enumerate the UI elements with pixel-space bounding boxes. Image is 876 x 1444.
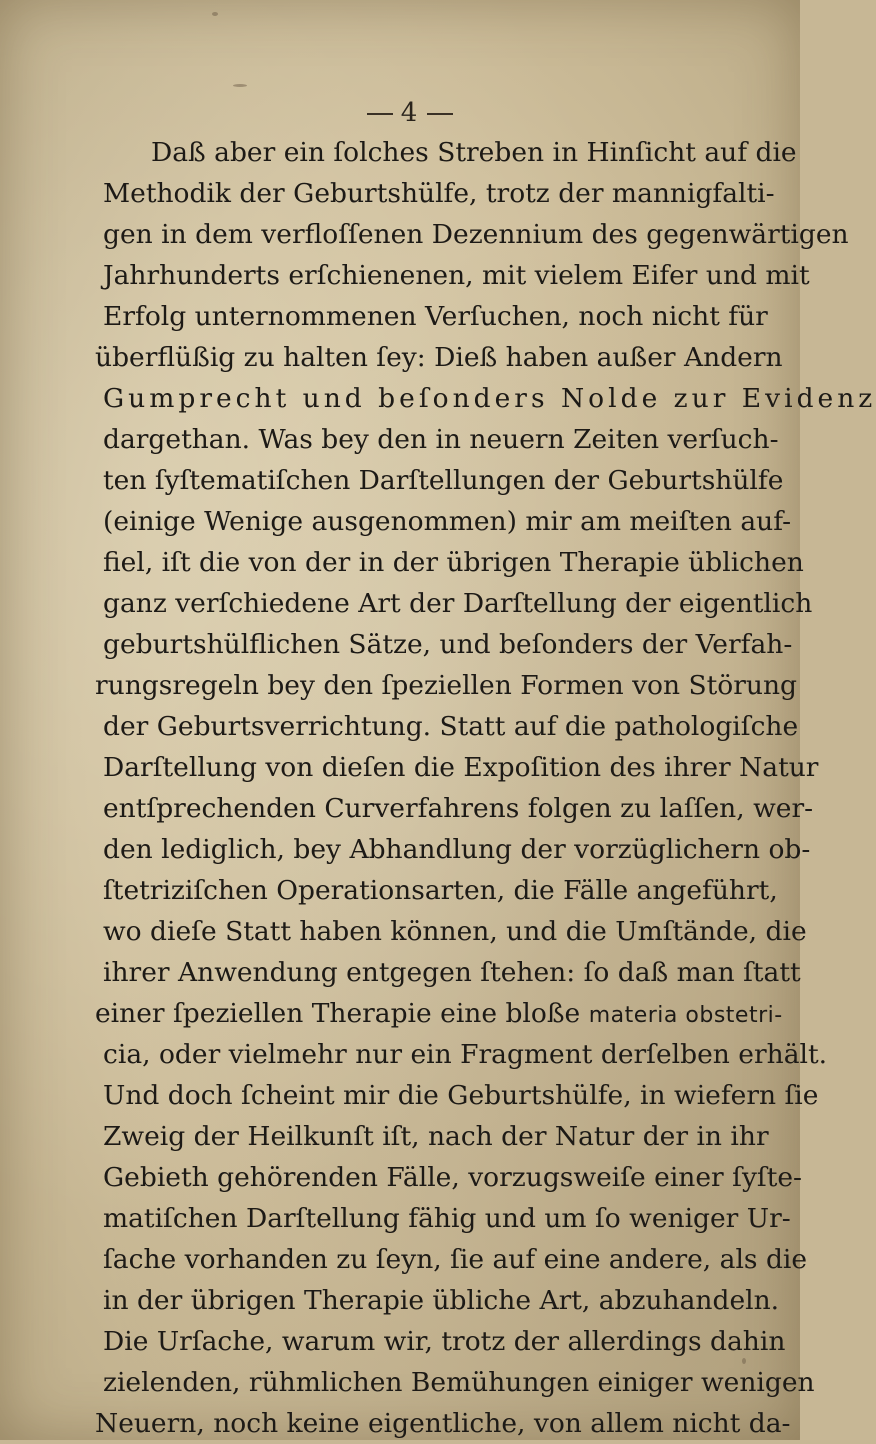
text-line-21: ihrer Anwendung entgegen ſtehen: ſo daß man ſtatt [103, 957, 801, 988]
text-line-16: Darſtellung von dieſen die Expoſition des ihrer Natur [103, 752, 819, 783]
body-text [95, 132, 876, 1444]
text-line-24: Und doch ſcheint mir die Geburtshülfe, in wiefern ſie [103, 1080, 819, 1111]
page-number [330, 98, 490, 128]
page-number-dash-right [427, 113, 453, 115]
text-line-7: Gumprecht und beſonders Nolde zur Evidenz [103, 383, 876, 414]
text-line-4: Jahrhunderts erſchienenen, mit vielem Eifer und mit [103, 260, 810, 291]
text-line-29: in der übrigen Therapie übliche Art, abzuhandeln. [103, 1285, 780, 1316]
text-line-20: wo dieſe Statt haben können, und die Umſtände, die [103, 916, 807, 947]
text-line-23: cia, oder vielmehr nur ein Fragment derſelben erhält. [103, 1039, 828, 1070]
text-line-28: ſache vorhanden zu ſeyn, ſie auf eine andere, als die [103, 1244, 808, 1275]
page-number-dash-left [367, 113, 393, 115]
text-line-1: Daß aber ein ſolches Streben in Hinſicht auf die [151, 137, 797, 168]
text-line-30: Die Urſache, warum wir, trotz der allerdings dahin [103, 1326, 786, 1357]
page-number-value: 4 [400, 98, 420, 128]
text-line-8: dargethan. Was bey den in neuern Zeiten verſuch- [103, 424, 779, 455]
text-line-25: Zweig der Heilkunſt iſt, nach der Natur der in ihr [103, 1121, 769, 1152]
paper-speck [233, 84, 247, 87]
text-line-17: entſprechenden Curverfahrens folgen zu laſſen, wer- [103, 793, 814, 824]
text-line-5: Erfolg unternommenen Verſuchen, noch nicht für [103, 301, 768, 332]
text-line-10: (einige Wenige ausgenommen) mir am meiſten auf- [103, 506, 792, 537]
text-line-18: den lediglich, bey Abhandlung der vorzüglichern ob- [103, 834, 811, 865]
text-line-14: rungsregeln bey den ſpeziellen Formen von Störung [95, 670, 798, 701]
text-line-12: ganz verſchiedene Art der Darſtellung der eigentlich [103, 588, 813, 619]
text-line-27: matiſchen Darſtellung fähig und um ſo weniger Ur- [103, 1203, 791, 1234]
text-line-22-main: einer ſpeziellen Therapie eine bloße [95, 998, 581, 1029]
text-line-22 [95, 993, 783, 1034]
text-line-11: fiel, iſt die von der in der übrigen Therapie üblichen [103, 547, 804, 578]
text-line-32: Neuern, noch keine eigentliche, von allem nicht da- [95, 1408, 791, 1439]
text-line-15: der Geburtsverrichtung. Statt auf die pathologiſche [103, 711, 799, 742]
latin-phrase: materia obstetri- [588, 1003, 783, 1028]
text-line-31: zielenden, rühmlichen Bemühungen einiger wenigen [103, 1367, 815, 1398]
text-line-6: überflüßig zu halten ſey: Dieß haben außer Andern [95, 342, 783, 373]
text-line-13: geburtshülflichen Sätze, und beſonders der Verfah- [103, 629, 793, 660]
text-line-2: Methodik der Geburtshülfe, trotz der mannigfalti- [103, 178, 775, 209]
text-line-26: Gebieth gehörenden Fälle, vorzugsweiſe einer ſyſte- [103, 1162, 803, 1193]
text-line-9: ten ſyſtematiſchen Darſtellungen der Geburtshülfe [103, 465, 784, 496]
text-line-19: ſtetriziſchen Operationsarten, die Fälle angeführt, [103, 875, 778, 906]
text-line-3: gen in dem verfloſſenen Dezennium des gegenwärtigen [103, 219, 849, 250]
paper-speck [212, 12, 218, 16]
